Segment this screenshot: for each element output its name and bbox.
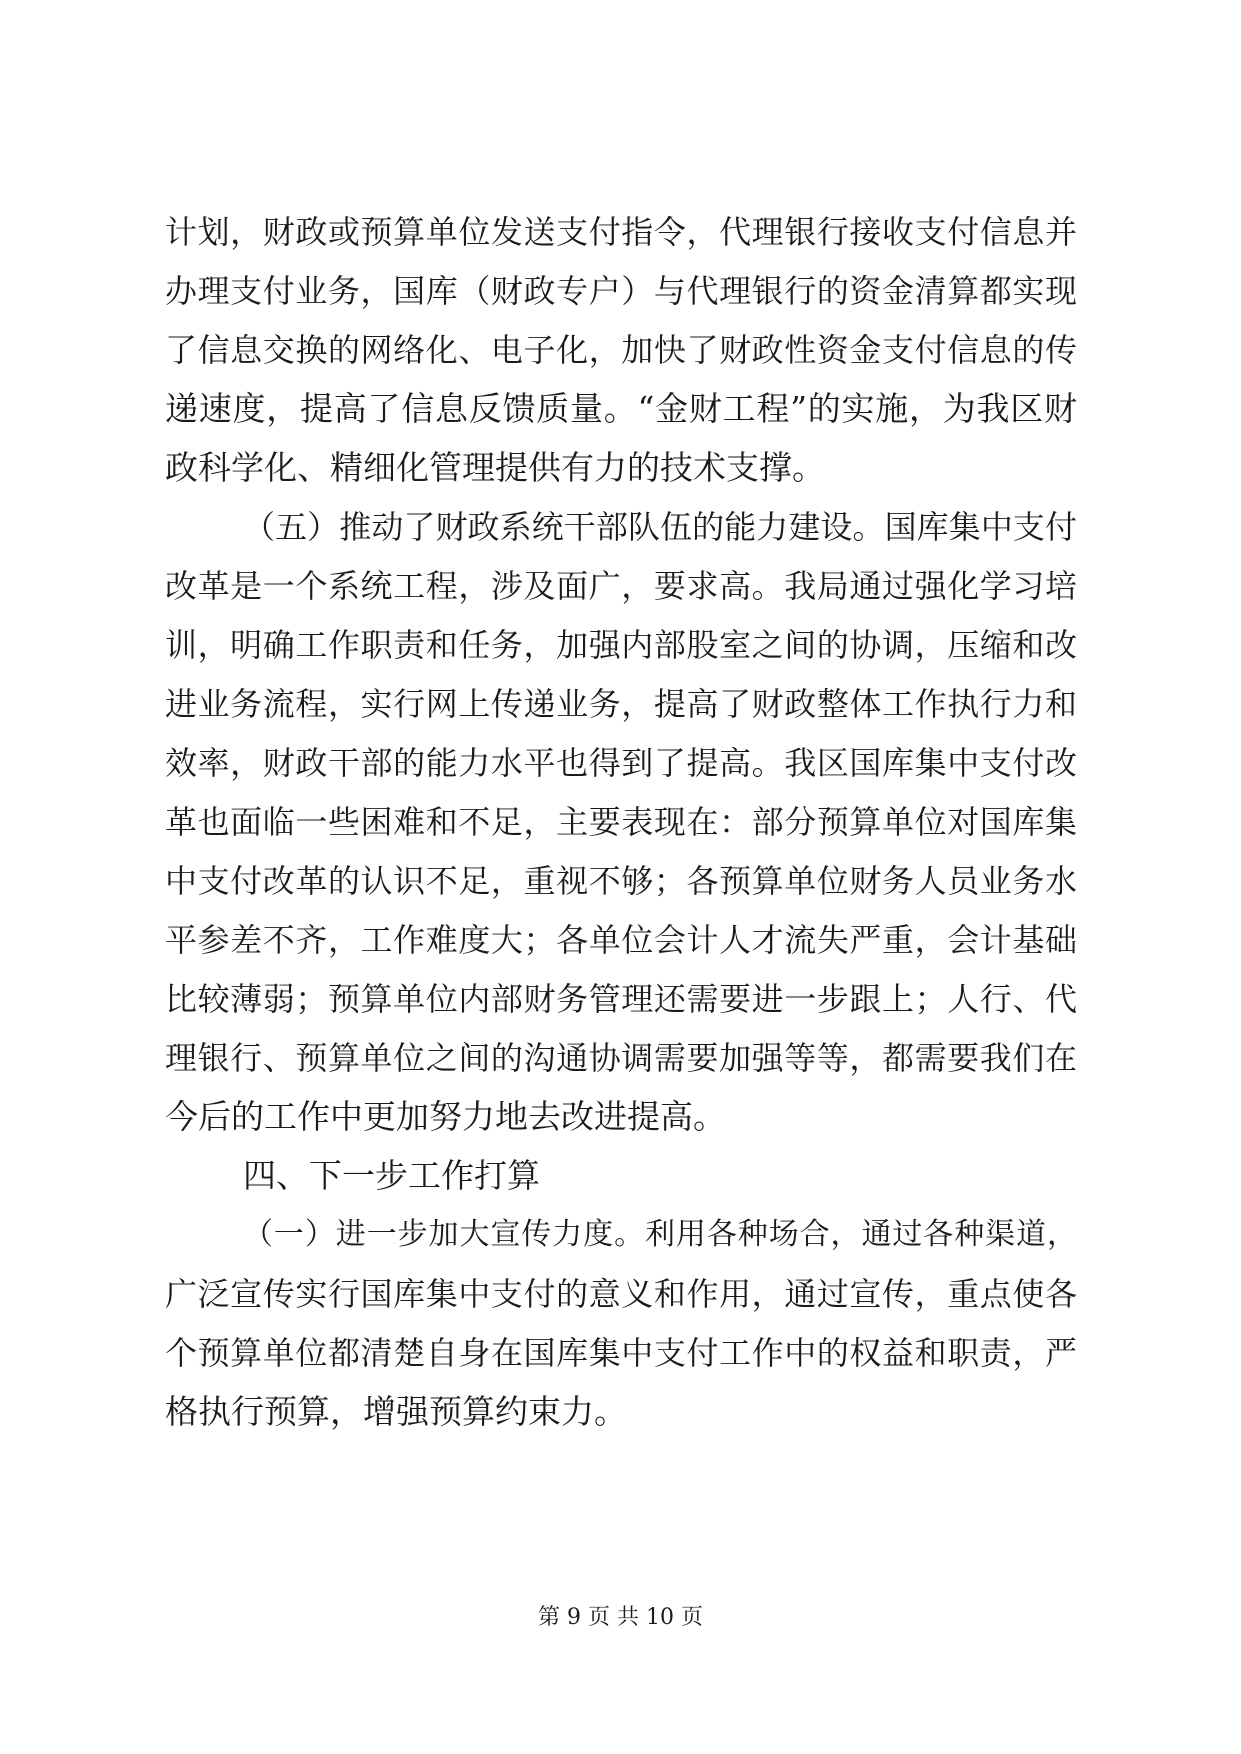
section-heading: 四、下一步工作打算	[243, 1156, 540, 1195]
body-text-line: 效率，财政干部的能力水平也得到了提高。我区国库集中支付改	[165, 744, 1077, 782]
body-text-line: 平参差不齐，工作难度大；各单位会计人才流失严重，会计基础	[165, 921, 1077, 959]
body-text-line: 政科学化、精细化管理提供有力的技术支撑。	[165, 448, 825, 487]
body-text-line: 中支付改革的认识不足，重视不够；各预算单位财务人员业务水	[165, 862, 1077, 900]
body-text-line: 理银行、预算单位之间的沟通协调需要加强等等，都需要我们在	[165, 1039, 1077, 1077]
body-text-line: 今后的工作中更加努力地去改进提高。	[165, 1097, 726, 1136]
body-text-line: 进业务流程，实行网上传递业务，提高了财政整体工作执行力和	[165, 685, 1077, 723]
body-text-line: 广泛宣传实行国库集中支付的意义和作用，通过宣传，重点使各	[165, 1275, 1077, 1313]
page-footer: 第 9 页 共 10 页	[538, 1605, 703, 1630]
body-text-line: 递速度，提高了信息反馈质量。“金财工程”的实施，为我区财	[165, 389, 1077, 428]
body-text-line: 办理支付业务，国库（财政专户）与代理银行的资金清算都实现	[165, 272, 1077, 310]
paragraph-first-line: （一）进一步加大宣传力度。利用各种场合，通过各种渠道，	[243, 1217, 1077, 1252]
body-text-line: 格执行预算，增强预算约束力。	[165, 1392, 627, 1431]
body-text-line: 比较薄弱；预算单位内部财务管理还需要进一步跟上；人行、代	[165, 980, 1077, 1018]
body-text-line: 个预算单位都清楚自身在国库集中支付工作中的权益和职责，严	[165, 1334, 1077, 1372]
body-text-line: 计划，财政或预算单位发送支付指令，代理银行接收支付信息并	[165, 213, 1077, 251]
body-text-line: 改革是一个系统工程，涉及面广，要求高。我局通过强化学习培	[165, 567, 1077, 605]
paragraph-first-line: （五）推动了财政系统干部队伍的能力建设。国库集中支付	[243, 508, 1077, 546]
body-text-line: 革也面临一些困难和不足，主要表现在：部分预算单位对国库集	[165, 803, 1077, 841]
body-text-line: 训，明确工作职责和任务，加强内部股室之间的协调，压缩和改	[165, 626, 1077, 664]
body-text-line: 了信息交换的网络化、电子化，加快了财政性资金支付信息的传	[165, 331, 1077, 369]
